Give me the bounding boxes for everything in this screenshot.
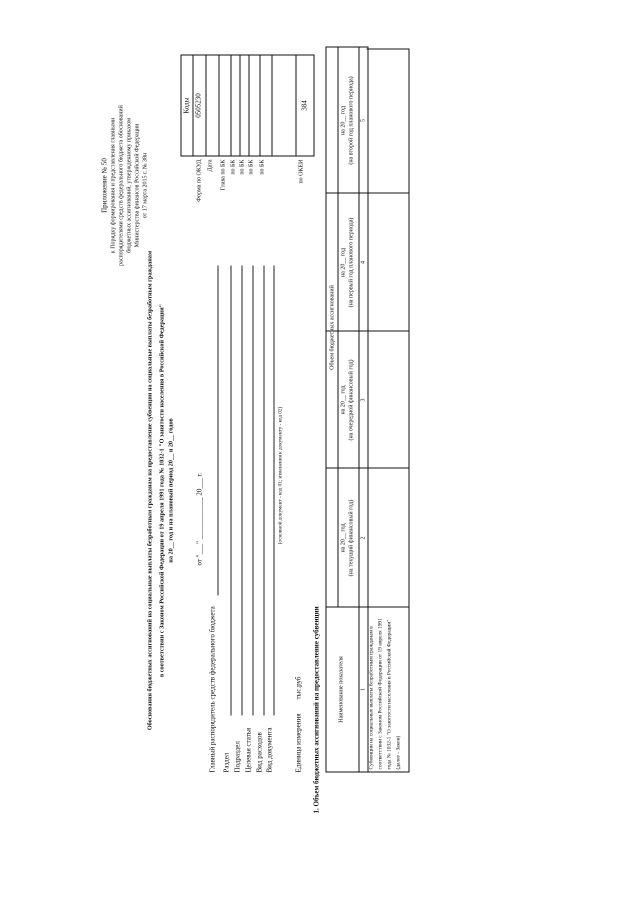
code-doc xyxy=(271,55,296,155)
field-line-statya xyxy=(252,265,253,715)
unit-label: Единица измерения xyxy=(294,713,302,772)
col-header-plan2: на 20__ год xyxy=(340,105,346,135)
code-okud: 0505230 xyxy=(192,55,206,155)
col-header-plan2-note: (на второй год планового периода) xyxy=(348,75,354,165)
field-line-vid-rashodov xyxy=(263,265,264,715)
col-num-3: 3 xyxy=(360,398,366,401)
code-statya xyxy=(248,55,260,155)
col-group-header: Объем бюджетных ассигнований xyxy=(328,284,335,370)
label-form-okud: Форма по ОКУД xyxy=(196,159,202,202)
field-line-vid-documenta xyxy=(273,265,274,715)
table-row xyxy=(366,48,409,772)
appendix-number: Приложение № 50 xyxy=(100,157,108,213)
doc-type-note: (основной документ - код 01; изменения к документу - код 02) xyxy=(277,406,283,544)
appendix-line: Министерства финансов Российской Федерации xyxy=(134,123,140,247)
code-vid xyxy=(259,55,272,155)
col-num-1: 1 xyxy=(360,687,366,691)
appendix-line: от 17 марта 2015 г. № 38н xyxy=(142,152,148,218)
appendix-line: к Порядку формирования и представления главными xyxy=(110,117,116,253)
col-header-next-year: на 20__ год xyxy=(340,384,346,415)
field-line-podrazdel xyxy=(241,265,242,715)
col-num-5: 5 xyxy=(360,118,366,122)
codes-box xyxy=(180,54,314,156)
col-header-current-year: на 20__ год xyxy=(340,522,346,553)
row-name-line1: Субвенции на социальные выплаты безработным гражданам в xyxy=(368,625,374,769)
field-label-vid-documenta: Вид документа xyxy=(265,726,273,772)
section-title: 1. Объем бюджетных ассигнований на предоставление субвенции xyxy=(312,605,320,813)
code-date xyxy=(205,55,219,155)
field-label-statya: Целевая статья xyxy=(244,727,252,772)
field-label-razdel: Раздел xyxy=(222,752,230,772)
subvention-table xyxy=(325,46,368,772)
codes-header: Коды xyxy=(181,55,193,155)
label-razdel: по БК xyxy=(230,159,236,175)
form-title-line1: Обоснования бюджетных ассигнований на социальные выплаты безработным гражданам на предоставление субвенции на социальные выплаты безработным гражданам xyxy=(146,250,153,730)
col-num-4: 4 xyxy=(360,260,366,264)
label-glava: Глава по БК xyxy=(220,159,226,190)
code-glava xyxy=(218,55,231,155)
label-vid-rashodov: по БК xyxy=(259,159,265,175)
unit-value: тыс.руб xyxy=(294,676,302,699)
code-razdel xyxy=(230,55,240,155)
field-line-main-manager xyxy=(217,265,218,595)
row-name-line2: соответствии с Законом Российской Федерации от 19 апреля 1991 xyxy=(377,617,383,769)
appendix-line: бюджетных ассигнований, утвержденному приказом xyxy=(126,117,132,253)
col-header-plan1-note: (на первый год планового периода) xyxy=(348,217,354,307)
col-num-2: 2 xyxy=(360,536,366,539)
field-label-vid-rashodov: Вид расходов xyxy=(255,731,263,772)
field-label-main-manager: Главный распорядитель средств федерального бюджета xyxy=(208,605,216,772)
label-okei: по ОКЕИ xyxy=(298,159,304,184)
field-line-razdel xyxy=(230,265,231,715)
row-name-line4: (далее - Закон) xyxy=(395,735,401,769)
appendix-line: распорядителями средств федерального бюджета обоснований xyxy=(118,104,124,266)
label-podrazdel: по БК xyxy=(239,159,245,175)
date-line: от "___" ____________ 20___ г. xyxy=(195,471,203,565)
col-header-current-year-note: (на текущий финансовый год) xyxy=(348,499,354,576)
code-podrazdel xyxy=(239,55,249,155)
label-statya: по БК xyxy=(248,159,254,175)
col-header-plan1: на 20__ год xyxy=(340,247,346,277)
code-okei: 384 xyxy=(300,99,308,111)
field-label-podrazdel: Подраздел xyxy=(233,740,241,772)
form-title-line3: на 20__ год и на плановый период 20__ и 20__ годов xyxy=(167,417,174,563)
label-date: Дата xyxy=(207,159,213,171)
form-title-line2: в соответствии с Законом Российской Федерации от 19 апреля 1991 года № 1032-1 "О занятости населения в Российской Федерации" xyxy=(158,303,165,677)
row-name-line3: года № 1032-1 "О занятости населения в Российской Федерации" xyxy=(386,619,392,769)
col-header-name: Наименование показателя xyxy=(338,655,344,723)
col-header-next-year-note: (на очередной финансовый год) xyxy=(348,358,354,441)
